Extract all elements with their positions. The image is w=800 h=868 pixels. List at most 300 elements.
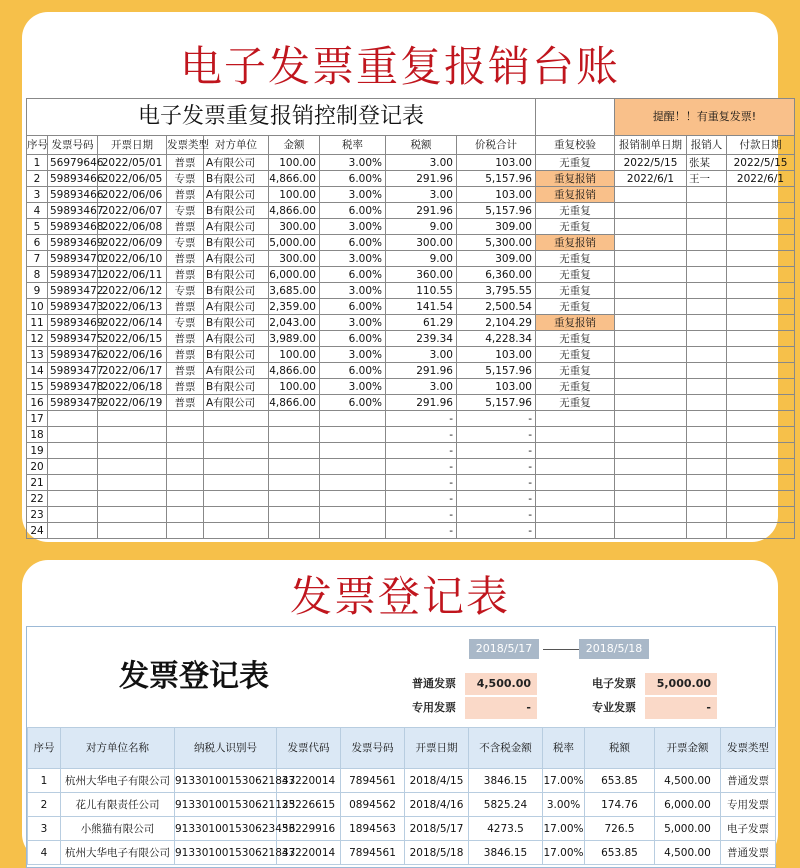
table-cell[interactable]: 23 [27,507,48,523]
table-cell[interactable]: - [457,443,536,459]
table-cell[interactable]: 103.00 [457,155,536,171]
table-cell[interactable]: 103.00 [457,187,536,203]
table-cell[interactable] [48,411,98,427]
table-cell[interactable]: 24 [27,523,48,539]
table-cell[interactable] [269,491,320,507]
table-cell[interactable]: 普票 [167,219,204,235]
check-cell[interactable]: 无重复 [536,347,615,363]
table-cell[interactable]: 59893466 [48,187,98,203]
table-cell[interactable] [727,507,795,523]
table-cell[interactable]: 6.00% [320,395,386,411]
table-cell[interactable]: 2022/06/15 [98,331,167,347]
table-cell[interactable]: 291.96 [386,203,457,219]
table-cell[interactable]: B有限公司 [204,171,269,187]
check-cell[interactable]: 重复报销 [536,315,615,331]
table-cell[interactable]: 2022/5/15 [727,155,795,171]
table-cell[interactable] [167,475,204,491]
table-cell[interactable] [615,459,687,475]
table-cell[interactable] [727,267,795,283]
table-cell[interactable]: 300.00 [386,235,457,251]
table-cell[interactable] [727,251,795,267]
register-cell[interactable]: 4,500.00 [655,769,721,793]
table-cell[interactable] [269,411,320,427]
table-cell[interactable] [687,315,727,331]
check-cell[interactable] [536,523,615,539]
table-cell[interactable]: 2022/06/05 [98,171,167,187]
register-cell[interactable]: 小熊猫有限公司 [61,817,175,841]
register-cell[interactable]: 1894563 [341,817,405,841]
table-cell[interactable] [687,395,727,411]
table-cell[interactable] [615,443,687,459]
table-cell[interactable]: 2022/06/11 [98,267,167,283]
table-cell[interactable] [48,459,98,475]
table-cell[interactable] [204,411,269,427]
register-cell[interactable]: 4273.5 [469,817,543,841]
table-cell[interactable]: 专票 [167,315,204,331]
table-cell[interactable]: 2022/06/17 [98,363,167,379]
table-cell[interactable]: 5,000.00 [269,235,320,251]
table-cell[interactable]: 21 [27,475,48,491]
check-cell[interactable]: 无重复 [536,155,615,171]
table-cell[interactable]: A有限公司 [204,251,269,267]
table-cell[interactable]: 22 [27,491,48,507]
table-cell[interactable]: 6.00% [320,331,386,347]
table-cell[interactable] [615,427,687,443]
table-cell[interactable] [320,443,386,459]
table-cell[interactable]: 7 [27,251,48,267]
table-cell[interactable] [727,475,795,491]
table-cell[interactable]: - [386,507,457,523]
table-cell[interactable]: 5,157.96 [457,395,536,411]
register-cell[interactable]: 726.5 [585,817,655,841]
table-cell[interactable]: 59893470 [48,251,98,267]
table-cell[interactable]: 6,000.00 [269,267,320,283]
table-cell[interactable]: 291.96 [386,363,457,379]
register-cell[interactable]: 913301001530623456 [175,817,277,841]
table-cell[interactable] [727,187,795,203]
register-cell[interactable]: 33220014 [277,841,341,865]
register-cell[interactable]: 2 [28,793,61,817]
table-cell[interactable]: 110.55 [386,283,457,299]
table-cell[interactable]: 2022/05/01 [98,155,167,171]
table-cell[interactable]: 9.00 [386,251,457,267]
table-cell[interactable]: - [457,523,536,539]
table-cell[interactable]: 100.00 [269,155,320,171]
table-cell[interactable]: 2022/06/14 [98,315,167,331]
table-cell[interactable]: 59893469 [48,235,98,251]
table-cell[interactable]: 普票 [167,155,204,171]
table-cell[interactable] [98,491,167,507]
table-cell[interactable] [615,203,687,219]
table-cell[interactable]: 59893477 [48,363,98,379]
table-cell[interactable]: 59893466 [48,171,98,187]
table-cell[interactable]: 4,866.00 [269,363,320,379]
table-cell[interactable] [687,331,727,347]
register-cell[interactable]: 0894562 [341,793,405,817]
table-cell[interactable]: 3.00% [320,315,386,331]
table-cell[interactable] [269,459,320,475]
register-cell[interactable]: 5825.24 [469,793,543,817]
table-cell[interactable] [269,443,320,459]
table-cell[interactable] [687,523,727,539]
register-cell[interactable]: 3846.15 [469,769,543,793]
table-cell[interactable]: 103.00 [457,379,536,395]
table-cell[interactable]: 2,359.00 [269,299,320,315]
table-cell[interactable]: 1 [27,155,48,171]
table-cell[interactable]: 141.54 [386,299,457,315]
table-cell[interactable] [615,395,687,411]
table-cell[interactable]: 4,228.34 [457,331,536,347]
table-cell[interactable]: A有限公司 [204,299,269,315]
table-cell[interactable] [615,283,687,299]
table-cell[interactable]: - [386,427,457,443]
table-cell[interactable] [687,411,727,427]
table-cell[interactable]: 360.00 [386,267,457,283]
table-cell[interactable]: 2022/06/10 [98,251,167,267]
table-cell[interactable]: 8 [27,267,48,283]
table-cell[interactable]: - [457,491,536,507]
check-cell[interactable]: 重复报销 [536,171,615,187]
table-cell[interactable]: A有限公司 [204,363,269,379]
table-cell[interactable]: 100.00 [269,347,320,363]
table-cell[interactable]: 普票 [167,395,204,411]
date-from[interactable]: 2018/5/17 [469,639,539,659]
table-cell[interactable]: 5,157.96 [457,203,536,219]
table-cell[interactable] [727,411,795,427]
register-cell[interactable]: 7894561 [341,841,405,865]
table-cell[interactable]: 3,989.00 [269,331,320,347]
table-cell[interactable]: 普票 [167,187,204,203]
table-cell[interactable] [320,523,386,539]
check-cell[interactable]: 无重复 [536,283,615,299]
table-cell[interactable]: B有限公司 [204,235,269,251]
table-cell[interactable]: 59893467 [48,203,98,219]
table-cell[interactable]: 300.00 [269,251,320,267]
table-cell[interactable] [615,219,687,235]
table-cell[interactable]: 2022/06/06 [98,187,167,203]
table-cell[interactable]: 2 [27,171,48,187]
table-cell[interactable]: 9.00 [386,219,457,235]
table-cell[interactable] [615,523,687,539]
table-cell[interactable] [615,235,687,251]
register-cell[interactable]: 专用发票 [721,793,776,817]
table-cell[interactable] [204,507,269,523]
table-cell[interactable] [615,251,687,267]
register-cell[interactable]: 653.85 [585,769,655,793]
table-cell[interactable] [204,523,269,539]
table-cell[interactable]: 4,866.00 [269,171,320,187]
table-cell[interactable] [204,475,269,491]
table-cell[interactable] [727,443,795,459]
table-cell[interactable] [48,427,98,443]
table-cell[interactable] [615,411,687,427]
table-cell[interactable]: 3.00% [320,347,386,363]
table-cell[interactable]: 6.00% [320,363,386,379]
register-cell[interactable]: 花儿有限责任公司 [61,793,175,817]
table-cell[interactable]: 19 [27,443,48,459]
check-cell[interactable]: 重复报销 [536,187,615,203]
table-cell[interactable]: 59893469 [48,315,98,331]
table-cell[interactable] [727,347,795,363]
table-cell[interactable] [615,363,687,379]
table-cell[interactable]: 100.00 [269,187,320,203]
table-cell[interactable]: B有限公司 [204,283,269,299]
table-cell[interactable]: 3.00% [320,283,386,299]
table-cell[interactable]: 18 [27,427,48,443]
table-cell[interactable]: B有限公司 [204,267,269,283]
table-cell[interactable]: - [457,507,536,523]
table-cell[interactable]: 17 [27,411,48,427]
table-cell[interactable]: 2022/6/1 [727,171,795,187]
table-cell[interactable]: A有限公司 [204,187,269,203]
check-cell[interactable]: 无重复 [536,395,615,411]
table-cell[interactable] [320,459,386,475]
table-cell[interactable]: 16 [27,395,48,411]
table-cell[interactable] [98,427,167,443]
table-cell[interactable]: 6,360.00 [457,267,536,283]
table-cell[interactable]: 300.00 [269,219,320,235]
table-cell[interactable]: 59893479 [48,395,98,411]
table-cell[interactable] [727,283,795,299]
check-cell[interactable]: 无重复 [536,331,615,347]
register-cell[interactable]: 17.00% [543,769,585,793]
table-cell[interactable]: - [386,491,457,507]
table-cell[interactable]: 专票 [167,203,204,219]
table-cell[interactable]: A有限公司 [204,219,269,235]
table-cell[interactable] [727,523,795,539]
table-cell[interactable]: 20 [27,459,48,475]
table-cell[interactable]: 309.00 [457,251,536,267]
table-cell[interactable]: 239.34 [386,331,457,347]
check-cell[interactable] [536,491,615,507]
table-cell[interactable] [687,459,727,475]
table-cell[interactable]: 2,500.54 [457,299,536,315]
table-cell[interactable] [615,347,687,363]
table-cell[interactable] [727,235,795,251]
table-cell[interactable]: 2022/6/1 [615,171,687,187]
table-cell[interactable]: 59893472 [48,283,98,299]
register-cell[interactable]: 913301001530621125 [175,793,277,817]
table-cell[interactable]: 15 [27,379,48,395]
table-cell[interactable]: 3.00% [320,379,386,395]
table-cell[interactable]: 59893471 [48,267,98,283]
table-cell[interactable] [687,187,727,203]
table-cell[interactable] [615,299,687,315]
register-cell[interactable]: 7894561 [341,769,405,793]
table-cell[interactable]: 普票 [167,267,204,283]
table-cell[interactable] [727,363,795,379]
table-cell[interactable] [687,283,727,299]
table-cell[interactable]: 59893468 [48,219,98,235]
table-cell[interactable]: 普票 [167,379,204,395]
table-cell[interactable]: 4,866.00 [269,203,320,219]
table-cell[interactable]: 普票 [167,299,204,315]
table-cell[interactable]: 5,300.00 [457,235,536,251]
table-cell[interactable] [167,427,204,443]
table-cell[interactable]: - [457,411,536,427]
register-cell[interactable]: 1 [28,769,61,793]
table-cell[interactable]: - [457,475,536,491]
table-cell[interactable]: 56979646 [48,155,98,171]
table-cell[interactable] [615,187,687,203]
table-cell[interactable] [320,475,386,491]
table-cell[interactable] [615,507,687,523]
table-cell[interactable]: 14 [27,363,48,379]
register-cell[interactable]: 3.00% [543,793,585,817]
table-cell[interactable]: - [386,523,457,539]
table-cell[interactable]: - [457,459,536,475]
table-cell[interactable] [727,379,795,395]
table-cell[interactable] [687,507,727,523]
table-cell[interactable]: 291.96 [386,395,457,411]
table-cell[interactable] [98,411,167,427]
table-cell[interactable]: 普票 [167,363,204,379]
table-cell[interactable] [48,491,98,507]
register-cell[interactable]: 3846.15 [469,841,543,865]
table-cell[interactable]: A有限公司 [204,331,269,347]
check-cell[interactable] [536,411,615,427]
register-cell[interactable]: 33226615 [277,793,341,817]
table-cell[interactable] [727,331,795,347]
table-cell[interactable] [687,203,727,219]
register-cell[interactable]: 174.76 [585,793,655,817]
table-cell[interactable]: 61.29 [386,315,457,331]
table-cell[interactable] [687,427,727,443]
date-to[interactable]: 2018/5/18 [579,639,649,659]
register-cell[interactable]: 653.85 [585,841,655,865]
table-cell[interactable]: 3 [27,187,48,203]
table-cell[interactable]: 2022/06/18 [98,379,167,395]
register-cell[interactable]: 913301001530621847 [175,841,277,865]
table-cell[interactable]: 12 [27,331,48,347]
table-cell[interactable]: 2022/06/13 [98,299,167,315]
table-cell[interactable] [687,475,727,491]
table-cell[interactable] [615,491,687,507]
table-cell[interactable]: A有限公司 [204,395,269,411]
table-cell[interactable]: B有限公司 [204,203,269,219]
table-cell[interactable]: 3,795.55 [457,283,536,299]
table-cell[interactable]: 3.00% [320,219,386,235]
table-cell[interactable] [687,379,727,395]
table-cell[interactable] [320,507,386,523]
table-cell[interactable]: 6 [27,235,48,251]
table-cell[interactable] [98,459,167,475]
table-cell[interactable] [727,203,795,219]
table-cell[interactable]: 59893476 [48,347,98,363]
register-cell[interactable]: 3 [28,817,61,841]
register-cell[interactable]: 2018/4/16 [405,793,469,817]
table-cell[interactable]: 5 [27,219,48,235]
table-cell[interactable]: 3.00% [320,251,386,267]
table-cell[interactable] [48,475,98,491]
table-cell[interactable]: 59893473 [48,299,98,315]
table-cell[interactable]: 2022/06/16 [98,347,167,363]
table-cell[interactable]: 普票 [167,331,204,347]
table-cell[interactable] [167,459,204,475]
table-cell[interactable]: 59893478 [48,379,98,395]
register-cell[interactable]: 普通发票 [721,841,776,865]
table-cell[interactable]: 3.00% [320,155,386,171]
table-cell[interactable] [615,379,687,395]
table-cell[interactable] [687,235,727,251]
table-cell[interactable]: 3.00 [386,187,457,203]
table-cell[interactable]: 4 [27,203,48,219]
table-cell[interactable] [48,523,98,539]
register-cell[interactable]: 2018/5/17 [405,817,469,841]
table-cell[interactable] [687,299,727,315]
check-cell[interactable] [536,507,615,523]
table-cell[interactable] [687,363,727,379]
table-cell[interactable]: 专票 [167,235,204,251]
table-cell[interactable]: 6.00% [320,203,386,219]
table-cell[interactable] [167,523,204,539]
table-cell[interactable]: 6.00% [320,235,386,251]
table-cell[interactable]: 张某 [687,155,727,171]
table-cell[interactable] [320,427,386,443]
table-cell[interactable] [204,443,269,459]
register-cell[interactable]: 17.00% [543,841,585,865]
table-cell[interactable] [687,347,727,363]
table-cell[interactable]: 2022/06/19 [98,395,167,411]
table-cell[interactable]: 王一 [687,171,727,187]
check-cell[interactable] [536,475,615,491]
table-cell[interactable]: 10 [27,299,48,315]
table-cell[interactable] [167,491,204,507]
table-cell[interactable]: 4,866.00 [269,395,320,411]
table-cell[interactable]: 13 [27,347,48,363]
table-cell[interactable] [204,427,269,443]
table-cell[interactable]: 3.00 [386,155,457,171]
table-cell[interactable] [615,315,687,331]
table-cell[interactable]: 普票 [167,347,204,363]
table-cell[interactable]: 3.00 [386,347,457,363]
check-cell[interactable]: 无重复 [536,299,615,315]
table-cell[interactable]: 5,157.96 [457,171,536,187]
register-cell[interactable]: 4,500.00 [655,841,721,865]
table-cell[interactable] [687,267,727,283]
table-cell[interactable] [48,443,98,459]
table-cell[interactable]: B有限公司 [204,315,269,331]
table-cell[interactable] [727,459,795,475]
check-cell[interactable]: 无重复 [536,379,615,395]
check-cell[interactable]: 无重复 [536,203,615,219]
table-cell[interactable] [269,427,320,443]
table-cell[interactable]: 2,104.29 [457,315,536,331]
table-cell[interactable]: - [386,411,457,427]
table-cell[interactable] [98,443,167,459]
table-cell[interactable] [167,443,204,459]
table-cell[interactable] [269,475,320,491]
table-cell[interactable]: 291.96 [386,171,457,187]
table-cell[interactable]: A有限公司 [204,155,269,171]
table-cell[interactable] [320,491,386,507]
table-cell[interactable]: 专票 [167,283,204,299]
table-cell[interactable]: 103.00 [457,347,536,363]
table-cell[interactable] [269,507,320,523]
check-cell[interactable]: 无重复 [536,267,615,283]
table-cell[interactable] [727,491,795,507]
table-cell[interactable]: 专票 [167,171,204,187]
table-cell[interactable] [167,507,204,523]
table-cell[interactable]: B有限公司 [204,347,269,363]
table-cell[interactable] [687,251,727,267]
register-cell[interactable]: 杭州大华电子有限公司 [61,769,175,793]
table-cell[interactable] [48,507,98,523]
table-cell[interactable] [727,219,795,235]
table-cell[interactable]: 6.00% [320,299,386,315]
table-cell[interactable]: 2022/06/12 [98,283,167,299]
register-cell[interactable]: 4 [28,841,61,865]
